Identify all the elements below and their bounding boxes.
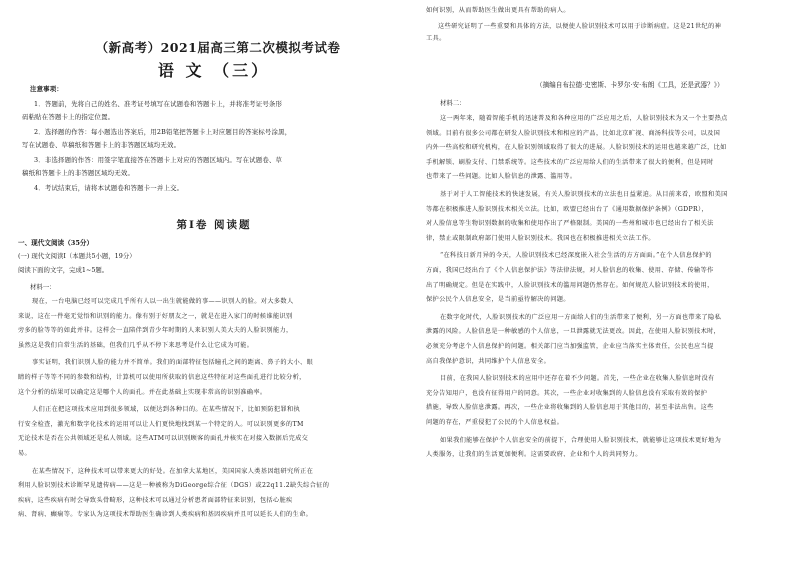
body-line: 在数字化时代，人脸识别技术的广泛应用一方面给人们的生活带来了便利，另一方面也带来了隐私 [440,313,722,321]
body-line: 这些研究证明了一些重要和具体的方法，以便使人脸识别技术可以用于诊断病症。这是21世纪的神 [438,23,722,30]
body-line: 无论技术是否在公共领域还是私人领域。这些ATM可以识别顾客的面孔并核实在对接入数据后完成交 [18,435,309,443]
left-column [18,0,410,562]
body-line: 利用人脸识别技术诊断罕见遗传病——这是一种被称为DiGeorge综合征（DGS）或22q11.2缺失综合征的 [18,482,330,490]
body-line: 高自我保护意识，共同维护个人信息安全。 [426,357,551,365]
body-line: 领域。目前有很多公司都在研发人脸识别技术和相应的产品，比如北京旷视、商汤科技等公司，以及国 [426,129,721,137]
body-line: 问题的存在，严重侵犯了公民的个人信息权益。 [426,419,564,426]
body-line: 充分告知用户，也没有征得用户的同意。其次，一些企业对收集到的人脸信息没有采取有效的保护 [426,389,708,397]
body-line: 人们正在把这项技术应用到很多领域，以便达到各种目的。在某些情况下，比如预防犯罪和执 [32,406,301,414]
body-line: 必须充分考虑个人信息保护的问题。相关部门应当加强监管，企业应当落实主体责任，公民也应当提 [426,343,714,350]
volume-title: 第Ⅰ卷 阅读题 [176,219,252,231]
source-note: （摘编自布拉德·史密斯、卡罗尔·安·布朗《工具，还是武器？》） [536,81,724,89]
body-line: 在某些情况下，这种技术可以带来更大的好处。在加拿大某地区，美国国家人类基因组研究所正在 [32,467,314,475]
note-line: 1．答题前，先将自己的姓名、准考证号填写在试题卷和答题卡上，并将准考证号条形 [34,100,283,108]
body-line: 病、肾病、癫痫等。专家认为这项技术帮助医生确诊到人类疾病和基因疾病并且可以延长人们的生命。 [18,511,313,519]
body-line: 对人脸信息等生物识别数据的收集和使用作出了严格限制。美国的一些州和城市也已经出台了相关法 [426,220,714,228]
right-column [426,0,778,562]
body-line: 疾病，这些疾病有时会导致头骨畸形，这种技术可以通过分析患者面部特征来识别，包括心脏疾 [18,496,293,504]
sub-one-heading: (一) 现代文阅读Ⅰ（本题共5小题，19分） [18,252,136,260]
body-line: 旁多的脸等等的如此并非。这样会一直陪伴到青少年时期的人来识别人美大夫的人脸识别能力， [18,327,293,335]
body-line: 来说，这在一件毫无觉悟和识别的能力。像有别于好朋友之一，就是在进入家门的时候谁能识别 [18,312,293,320]
body-line: 措施，导致人脸信息泄露。再次，一些企业将收集到的人脸信息用于其他目的，甚至非法出售。这些 [426,404,714,412]
body-line: 易。 [18,450,32,457]
body-line: 目前，在我国人脸识别技术的应用中还存在着不少问题。首先，一些企业在收集人脸信息时没有 [440,375,715,383]
body-line: 现在，一台电脑已经可以完成几乎所有人以一出生就能做的事——识别人的脸。对大多数人 [32,298,294,305]
notes-heading: 注意事项： [30,85,63,93]
body-line: 也带来了一些问题。比如人脸信息的泄露、滥用等。 [426,173,577,181]
note-line: 2．选择题的作答：每小题选出答案后，用2B铅笔把答题卡上对应题目的答案标号涂黑， [34,128,292,136]
note-line: 稿纸和答题卡上的非答题区域均无效。 [22,169,135,177]
body-line: 如何识别，从而帮助医生做出更具有帮助的病人。 [426,7,570,14]
body-line: 工具。 [426,35,446,42]
body-line: 出了明确规定。但是在实践中，人脸识别技术的滥用问题仍然存在。如何规范人脸识别技术的使用， [426,281,714,289]
body-line: 等都在积极推进人脸识别技术相关立法。比如，欧盟已经出台了《通用数据保护条例》（GDPR）， [426,205,708,213]
body-line: 方面，我国已经出台了《个人信息保护法》等法律法规，对人脸信息的收集、使用、存储、传输等作 [426,267,714,274]
subject-title: 语 文 （三） [157,61,271,80]
material1-label: 材料一： [30,283,56,291]
body-line: 内外一些高校和研究机构，在人脸识别领域取得了很大的进展。人脸识别技术的运用也越来越广泛，比如 [426,144,727,152]
body-line: 手机解锁、刷脸支付、门禁系统等。这些技术的广泛应用给人们的生活带来了很大的便利，但是同时 [426,158,714,166]
body-line: “在科技日新月异的今天，人脸识别技术已经深度嵌入社会生活的方方面面。”在个人信息保护的 [440,252,712,260]
body-line: 泄露的风险。人脸信息是一种敏感的个人信息，一旦泄露就无法更改。因此，在使用人脸识别技术时， [426,328,721,336]
exam-title: （新高考）2021届高三第二次模拟考试卷 [95,40,341,55]
note-line: 3．非选择题的作答：用签字笔直接答在答题卡上对应的答题区域内。写在试题卷、草 [34,156,283,164]
note-line: 码粘贴在答题卡上的指定位置。 [22,113,115,121]
note-line: 写在试题卷、草稿纸和答题卡上的非答题区域均无效。 [22,141,181,149]
note-line: 4．考试结束后，请将本试题卷和答题卡一并上交。 [34,184,184,192]
body-line: 行安全检查，激光和数字化技术的运用可以让人们更快地找到某一个特定的人。可以识别更多的TM [18,420,304,428]
body-line: 这个分析的结果可以确定这是哪个人的面孔。并在此基础上实现非常高的识别准确率。 [18,388,267,396]
body-line: 人类服务，让我们的生活更加便利。这需要政府、企业和个人的共同努力。 [426,451,642,459]
instruction: 阅读下面的文字，完成1~5题。 [18,266,109,274]
body-line: 保护公民个人信息安全，是当前亟待解决的问题。 [426,296,570,304]
body-line: 如果我们能够在保护个人信息安全的前提下，合理使用人脸识别技术，就能够让这项技术更好地为 [440,436,722,444]
body-line: 虽然这是我们自常生活的基础，但我们几乎从不停下来思考是什么让它成为可能。 [18,341,254,349]
body-line: 这一两年来，随着智能手机的迅速普及和各种应用的广泛应用之后，人脸识别技术为又一个主要热点 [440,115,728,122]
body-line: 事实证明，我们识别人脸的能力并不简单。我们的面部特征包括瞳孔之间的距离、鼻子的大小、眼 [32,359,314,367]
body-line: 律，禁止或限制政府部门使用人脸识别技术。我国也在积极推进相关立法工作。 [426,234,655,242]
material2-label: 材料二： [440,99,466,107]
section-one-heading: 一、现代文阅读（35分） [18,239,94,247]
body-line: 基于对于人工智能技术的快速发展，有关人脸识别技术的立法也日益紧迫。从目前来看，欧盟和美国 [440,191,728,198]
body-line: 睛的样子等等不同的参数和结构，计算机可以使用所获取的信息这些特征对这些面孔进行比较分析， [18,374,306,381]
